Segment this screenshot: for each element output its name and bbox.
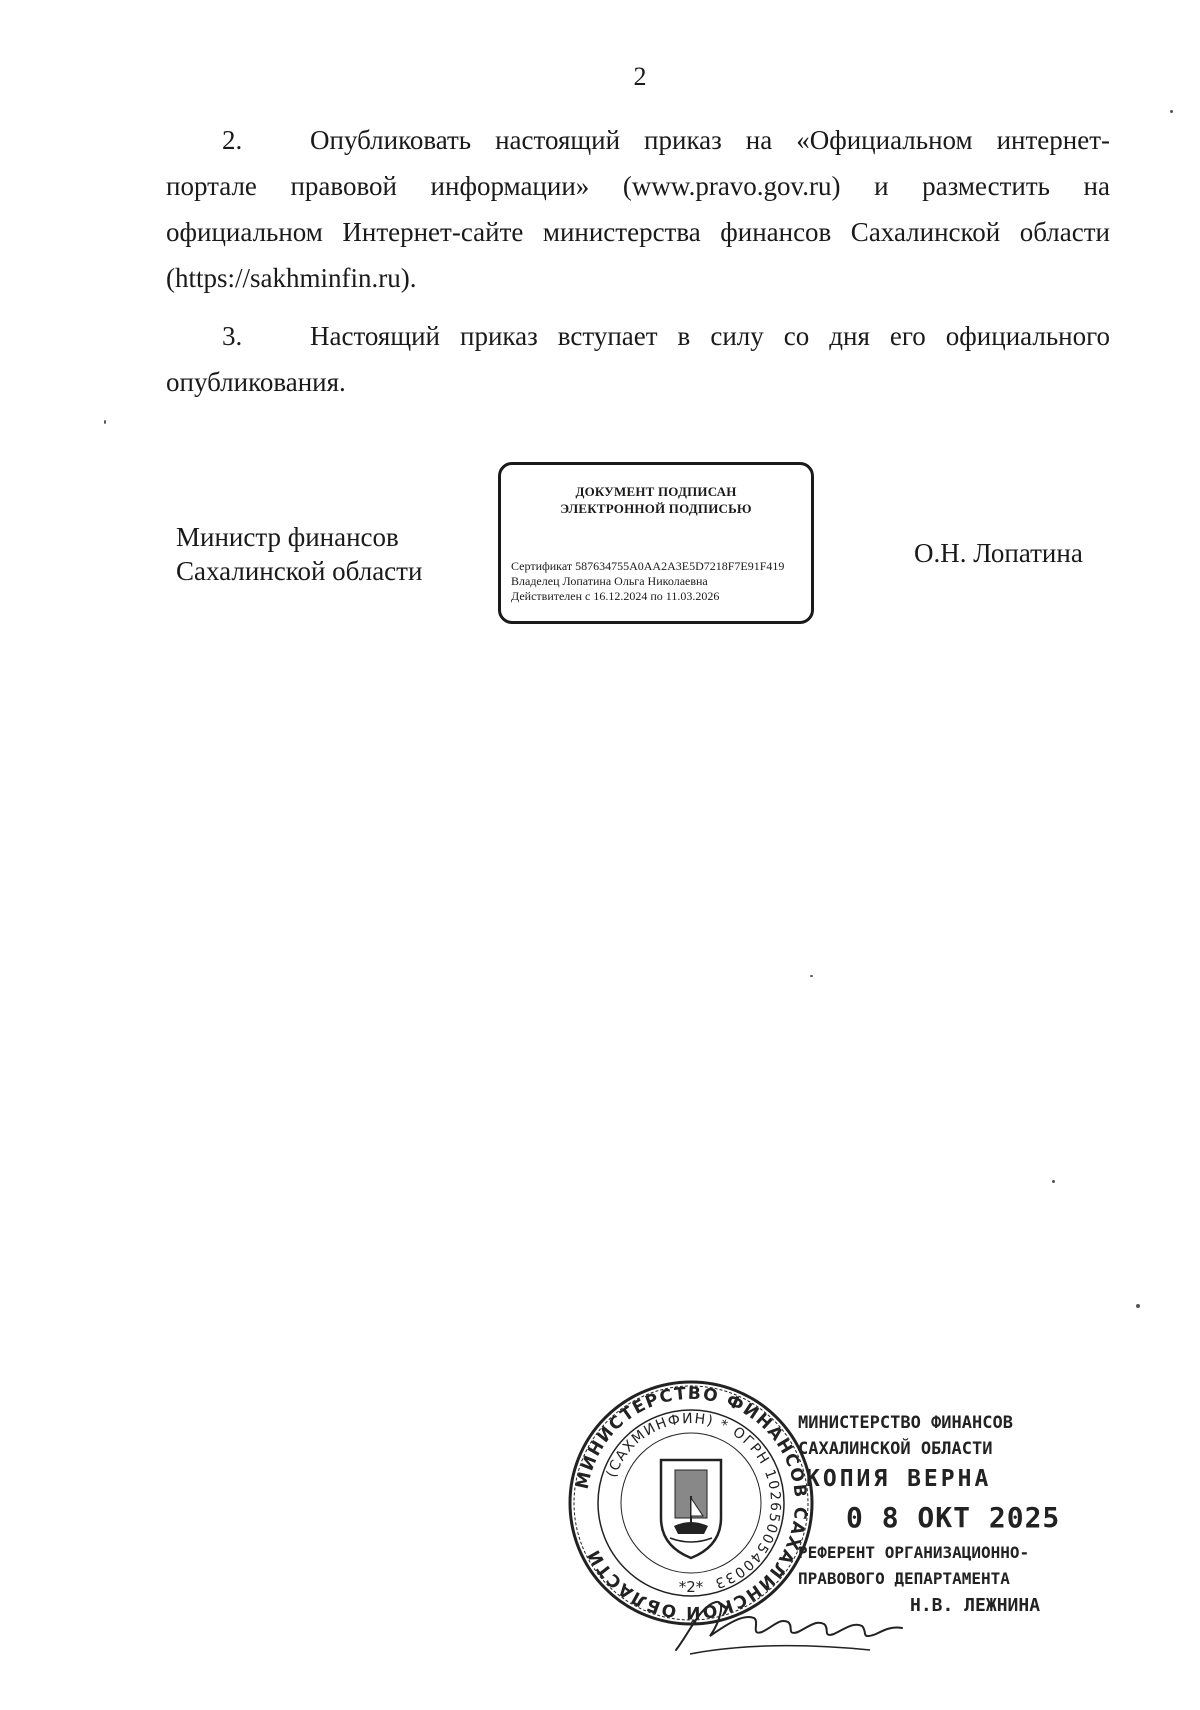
- cert-name: Н.В. ЛЕЖНИНА: [910, 1595, 1041, 1616]
- esig-heading: [501, 483, 811, 517]
- official-seal: [566, 1378, 816, 1628]
- esig-owner: Владелец Лопатина Ольга Николаевна: [511, 574, 708, 588]
- coat-of-arms-icon: [661, 1460, 721, 1558]
- cert-org-line-1: МИНИСТЕРСТВО ФИНАНСОВ: [798, 1413, 1013, 1433]
- seal-outer-text: МИНИСТЕРСТВО ФИНАНСОВ САХАЛИНСКОЙ ОБЛАСТИ: [572, 1383, 811, 1623]
- signer-title-line-2: Сахалинской области: [176, 556, 423, 586]
- handwritten-signature-icon: [670, 1592, 910, 1662]
- esig-heading-line-2: ЭЛЕКТРОННОЙ ПОДПИСЬЮ: [560, 501, 752, 516]
- electronic-signature-stamp: [498, 462, 814, 624]
- seal-bottom-mark: *2*: [678, 1578, 704, 1596]
- signer-title: [176, 520, 422, 588]
- scan-speck: [104, 420, 106, 424]
- scan-speck: [1136, 1304, 1140, 1308]
- certified-copy-stamp: [798, 1410, 1060, 1620]
- page-number: 2: [633, 62, 647, 91]
- cert-position-line-1: РЕФЕРЕНТ ОРГАНИЗАЦИОННО-: [798, 1543, 1030, 1562]
- scan-speck: [1052, 1180, 1055, 1183]
- paragraph-2: [166, 117, 1110, 301]
- signer-title-line-1: Министр финансов: [176, 522, 399, 552]
- paragraph-3: [166, 313, 1110, 405]
- paragraph-number: 2.: [222, 125, 243, 155]
- paragraph-number: 3.: [222, 321, 243, 351]
- scan-speck: [1170, 110, 1173, 113]
- cert-position-line-2: ПРАВОВОГО ДЕПАРТАМЕНТА: [798, 1569, 1010, 1588]
- paragraph-text: Опубликовать настоящий приказ на «Официальном интернет-портале правовой информации» (www.pravo.gov.ru) и разместить на официальном Интернет-сайте министерства финансов Сахалинской области (https://sakhminfin.ru).: [166, 125, 1110, 293]
- paragraph-text: Настоящий приказ вступает в силу со дня его официального опубликования.: [166, 321, 1110, 397]
- cert-org-line-2: САХАЛИНСКОЙ ОБЛАСТИ: [798, 1439, 993, 1459]
- signer-name: О.Н. Лопатина: [914, 538, 1083, 568]
- esig-details: [511, 559, 811, 604]
- cert-date: 0 8 ОКТ 2025: [846, 1501, 1061, 1534]
- seal-inner-text: (САХМИНФИН) * ОГРН 1026500540033: [603, 1410, 784, 1592]
- esig-validity: Действителен с 16.12.2024 по 11.03.2026: [511, 589, 720, 603]
- esig-heading-line-1: ДОКУМЕНТ ПОДПИСАН: [575, 484, 737, 499]
- cert-copy-label: КОПИЯ ВЕРНА: [806, 1466, 992, 1492]
- esig-certificate: Сертификат 587634755A0AA2A3E5D7218F7E91F419: [511, 559, 785, 573]
- scan-speck: [810, 975, 813, 977]
